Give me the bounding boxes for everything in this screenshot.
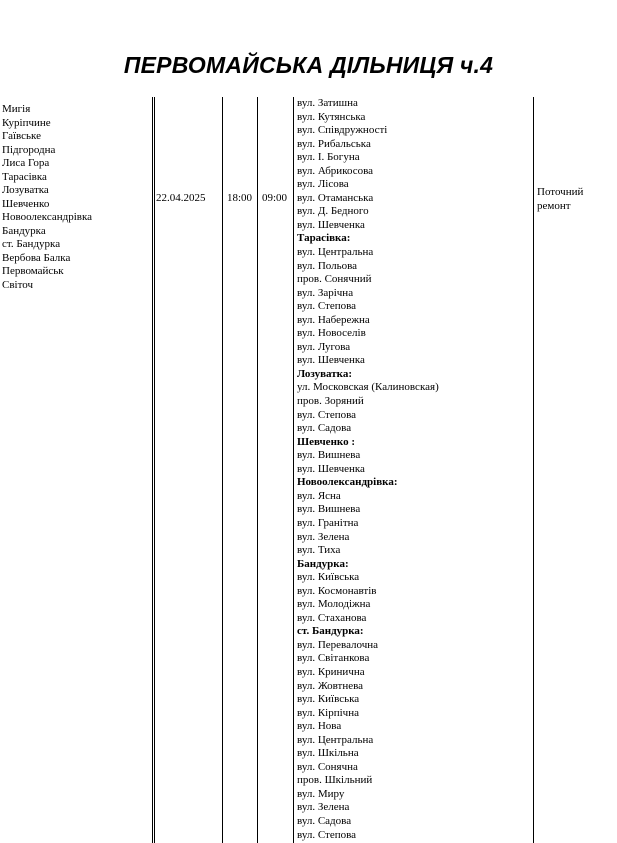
table-divider — [154, 97, 155, 843]
street-item: вул. Миру — [297, 787, 345, 800]
work-type-line: Поточний — [537, 186, 584, 198]
street-item: вул. Абрикосова — [297, 164, 374, 177]
street-item: вул. Садова — [297, 814, 352, 827]
street-item: вул. Садова — [297, 422, 352, 435]
settlements-list — [2, 103, 92, 292]
street-item: вул. Нова — [297, 720, 342, 733]
street-item: ул. Московская (Калиновская) — [297, 381, 439, 394]
street-item: вул. І. Богуна — [297, 151, 360, 164]
street-item: вул. Сонячна — [297, 760, 358, 773]
street-item: вул. Степова — [297, 828, 357, 841]
street-group-header: Бандурка: — [297, 557, 349, 570]
street-item: вул. Д. Бедного — [297, 205, 369, 218]
street-item: вул. Співдружності — [297, 124, 388, 137]
settlement-item: Куріпчине — [2, 116, 51, 129]
page-title: ПЕРВОМАЙСЬКА ДІЛЬНИЦЯ ч.4 — [123, 52, 494, 78]
settlement-item: Підгородна — [2, 143, 56, 156]
street-item: пров. Сонячний — [297, 273, 372, 286]
street-item: вул. Жовтнева — [297, 679, 364, 692]
street-item: вул. Степова — [297, 300, 357, 313]
street-item: вул. Світанкова — [297, 652, 370, 665]
table-divider — [293, 97, 294, 843]
street-item: пров. Шкільний — [297, 774, 373, 787]
street-item: вул. Зелена — [297, 530, 350, 543]
street-item: вул. Шевченка — [297, 462, 365, 475]
street-item: вул. Новоселів — [297, 327, 366, 340]
street-item: вул. Стаханова — [297, 611, 367, 624]
settlement-item: Мигія — [2, 103, 31, 115]
street-item: вул. Рибальська — [297, 137, 371, 150]
street-item: вул. Кутянська — [297, 110, 366, 123]
settlement-item: Лозуватка — [2, 184, 49, 196]
street-item: вул. Гранітна — [297, 516, 359, 529]
street-item: вул. Польова — [297, 259, 358, 272]
street-item: пров. Зоряний — [297, 395, 364, 408]
table-divider — [257, 97, 258, 843]
street-group-header: Лозуватка: — [297, 367, 353, 380]
street-item: вул. Шкільна — [297, 747, 359, 760]
street-item: вул. Отаманська — [297, 191, 374, 204]
end-time: 09:00 — [262, 192, 288, 204]
street-group-header: Тарасівка: — [297, 232, 351, 245]
street-group-header: Новоолександрівка: — [297, 476, 398, 489]
outage-date: 22.04.2025 — [156, 192, 206, 204]
street-item: вул. Молодіжна — [297, 598, 371, 611]
street-item: вул. Кірпічна — [297, 706, 359, 719]
street-item: вул. Лугова — [297, 340, 351, 353]
street-item: вул. Перевалочна — [297, 638, 379, 651]
street-group-header: ст. Бандурка: — [297, 625, 364, 638]
street-item: вул. Космонавтів — [297, 584, 377, 597]
settlement-item: Новоолександрівка — [2, 211, 93, 223]
street-item: вул. Ясна — [297, 489, 341, 502]
street-item: вул. Зелена — [297, 801, 350, 814]
settlement-item: Шевченко — [2, 197, 50, 210]
street-item: вул. Тиха — [297, 544, 341, 557]
settlement-item: Світоч — [2, 278, 33, 291]
settlement-item: Первомайськ — [2, 265, 64, 277]
table-divider — [152, 97, 153, 843]
settlement-item: Тарасівка — [2, 170, 47, 183]
settlement-item: Лиса Гора — [2, 157, 50, 169]
start-time: 18:00 — [227, 192, 253, 204]
table-divider — [222, 97, 223, 843]
street-item: вул. Затишна — [297, 97, 358, 109]
street-item: вул. Вишнева — [297, 449, 361, 462]
street-item: вул. Центральна — [297, 733, 374, 746]
work-type — [537, 186, 583, 213]
street-item: вул. Лісова — [297, 178, 349, 191]
street-item: вул. Центральна — [297, 246, 374, 259]
table-divider — [533, 97, 534, 843]
streets-list — [297, 97, 439, 842]
settlement-item: Гаївське — [2, 130, 42, 142]
settlement-item: ст. Бандурка — [2, 238, 61, 250]
street-item: вул. Шевченка — [297, 354, 365, 367]
street-item: вул. Набережна — [297, 313, 370, 326]
street-item: вул. Зарічна — [297, 286, 354, 299]
settlement-item: Бандурка — [2, 224, 46, 237]
street-item: вул. Вишнева — [297, 503, 361, 516]
street-item: вул. Шевченка — [297, 218, 365, 231]
street-item: вул. Київська — [297, 571, 360, 584]
street-group-header: Шевченко : — [297, 435, 356, 448]
street-item: вул. Степова — [297, 408, 357, 421]
street-item: вул. Кринична — [297, 665, 365, 678]
street-item: вул. Київська — [297, 693, 360, 706]
work-type-line: ремонт — [537, 199, 571, 212]
settlement-item: Вербова Балка — [2, 251, 71, 264]
